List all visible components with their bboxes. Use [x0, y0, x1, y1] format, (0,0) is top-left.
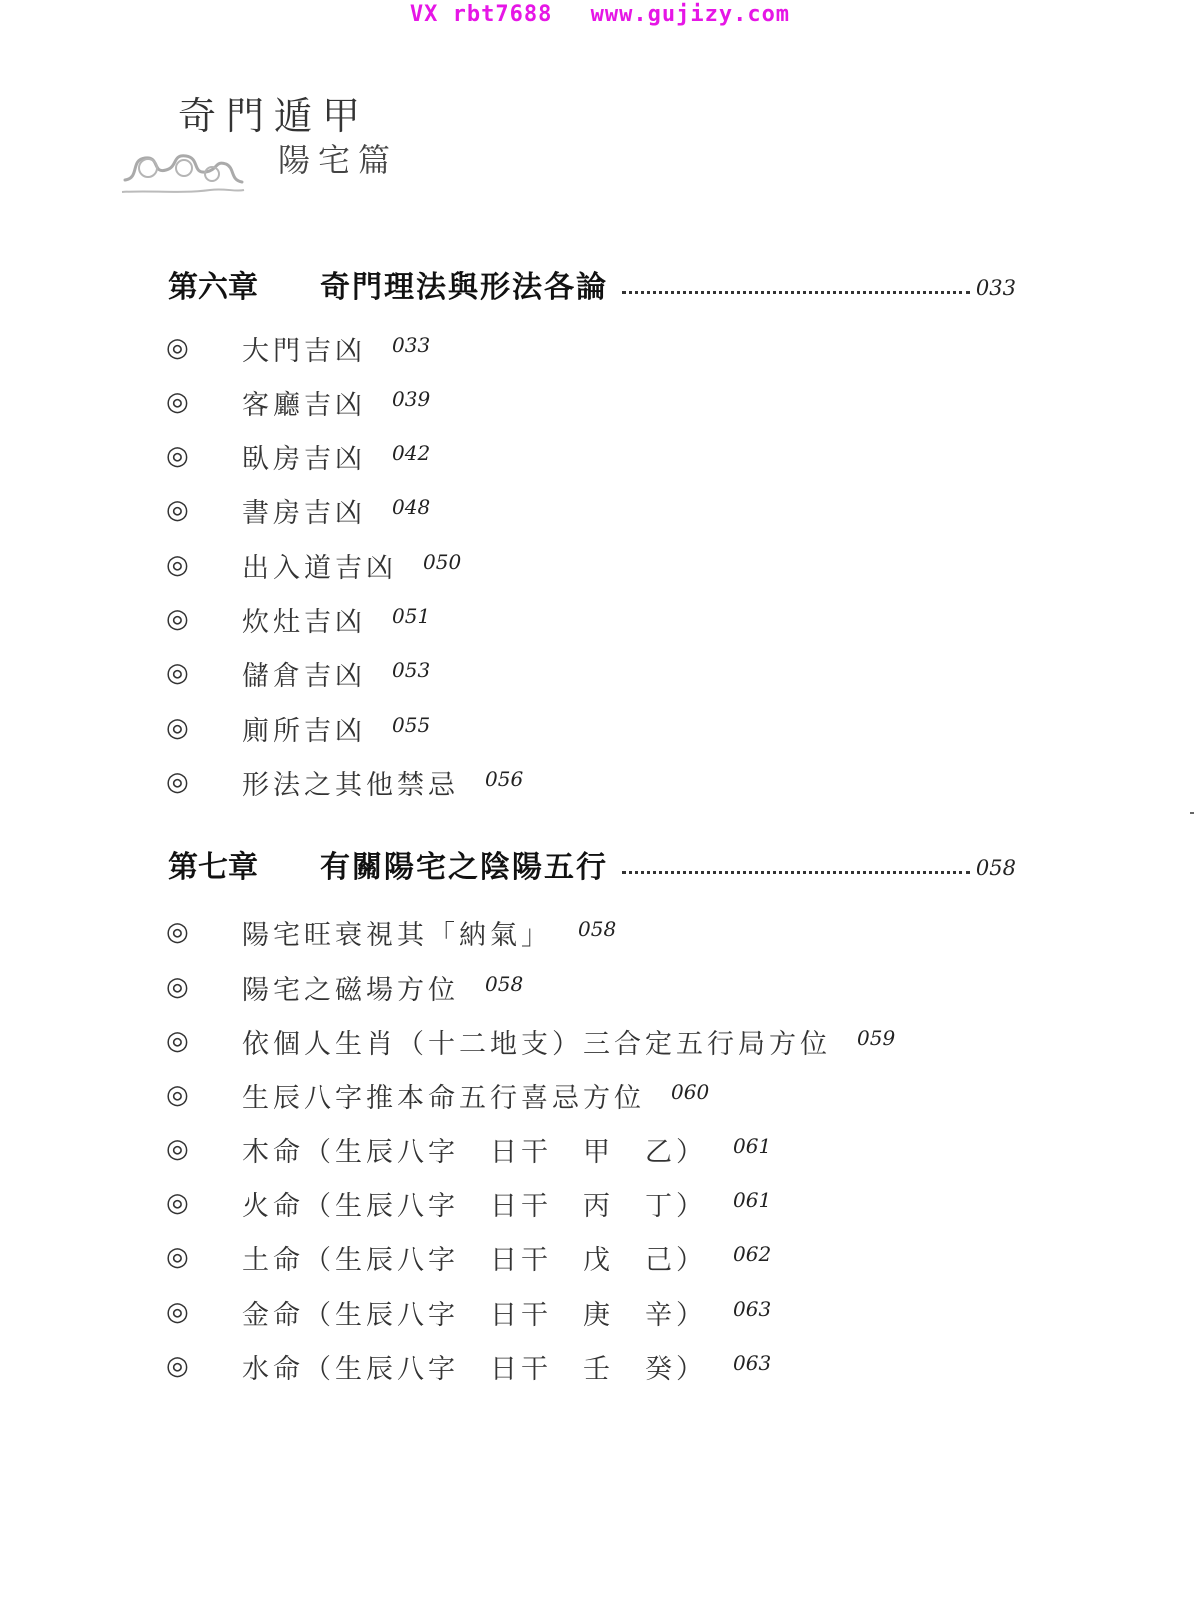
book-title: 奇門遁甲 — [178, 94, 371, 138]
double-circle-bullet-icon: ◎ — [166, 917, 189, 947]
chapter-number: 第七章 — [168, 850, 258, 885]
double-circle-bullet-icon: ◎ — [166, 1351, 189, 1381]
chapter-heading — [168, 842, 1016, 886]
toc-entry-page: 039 — [392, 387, 431, 411]
watermark-contact: VX rbt7688 — [409, 2, 553, 27]
toc-entry-page: 053 — [392, 658, 431, 682]
double-circle-bullet-icon: ◎ — [166, 1188, 189, 1218]
toc-entry-label: 大門吉凶 — [242, 335, 366, 367]
toc-entry-page: 048 — [392, 495, 431, 519]
toc-entry-page: 055 — [392, 713, 431, 737]
toc-entry-label: 金命（生辰八字 日干 庚 辛） — [242, 1299, 707, 1331]
toc-entry-label: 火命（生辰八字 日干 丙 丁） — [242, 1190, 707, 1222]
chapter-title: 有關陽宅之陰陽五行 — [320, 850, 608, 885]
toc-entry — [166, 760, 523, 804]
book-subtitle: 陽宅篇 — [278, 141, 399, 179]
toc-entry — [166, 1181, 771, 1225]
toc-entry — [166, 965, 523, 1009]
toc-entry-label: 依個人生肖（十二地支）三合定五行局方位 — [242, 1028, 831, 1060]
toc-entry-label: 木命（生辰八字 日干 甲 乙） — [242, 1136, 707, 1168]
dot-leader — [622, 291, 970, 294]
toc-entry — [166, 651, 430, 695]
toc-entry — [166, 597, 430, 641]
double-circle-bullet-icon: ◎ — [166, 1080, 189, 1110]
toc-entry — [166, 1290, 771, 1334]
toc-entry-label: 臥房吉凶 — [242, 443, 366, 475]
double-circle-bullet-icon: ◎ — [166, 1242, 189, 1272]
toc-entry-page: 033 — [392, 333, 431, 357]
dot-leader — [622, 871, 970, 874]
toc-entry-page: 056 — [485, 767, 524, 791]
double-circle-bullet-icon: ◎ — [166, 1297, 189, 1327]
double-circle-bullet-icon: ◎ — [166, 550, 189, 580]
toc-entry-page: 058 — [578, 917, 617, 941]
watermark-url: www.gujizy.com — [590, 2, 791, 27]
chapter-heading — [168, 262, 1016, 306]
toc-entry-label: 出入道吉凶 — [242, 552, 397, 584]
toc-entry — [166, 910, 616, 954]
toc-entry-label: 水命（生辰八字 日干 壬 癸） — [242, 1353, 707, 1385]
toc-entry-page: 063 — [733, 1351, 772, 1375]
double-circle-bullet-icon: ◎ — [166, 1026, 189, 1056]
toc-entry-page: 062 — [733, 1242, 772, 1266]
toc-entry-label: 陽宅旺衰視其「納氣」 — [242, 919, 552, 951]
toc-entry — [166, 434, 430, 478]
double-circle-bullet-icon: ◎ — [166, 604, 189, 634]
double-circle-bullet-icon: ◎ — [166, 713, 189, 743]
toc-entry — [166, 488, 430, 532]
toc-entry-page: 051 — [392, 604, 431, 628]
toc-entry-label: 生辰八字推本命五行喜忌方位 — [242, 1082, 645, 1114]
double-circle-bullet-icon: ◎ — [166, 333, 189, 363]
page-edge-mark — [1190, 812, 1194, 814]
toc-entry-page: 063 — [733, 1297, 772, 1321]
toc-entry-page: 059 — [857, 1026, 896, 1050]
toc-entry-label: 儲倉吉凶 — [242, 660, 366, 692]
watermark — [0, 2, 1200, 27]
chapter-page-number: 058 — [975, 856, 1016, 880]
toc-entry-page: 042 — [392, 441, 431, 465]
toc-entry-label: 書房吉凶 — [242, 497, 366, 529]
chapter-number: 第六章 — [168, 270, 258, 305]
double-circle-bullet-icon: ◎ — [166, 495, 189, 525]
chapter-page-number: 033 — [975, 276, 1016, 300]
toc-entry-page: 061 — [733, 1134, 772, 1158]
toc-entry-label: 土命（生辰八字 日干 戊 己） — [242, 1244, 707, 1276]
double-circle-bullet-icon: ◎ — [166, 1134, 189, 1164]
toc-entry — [166, 543, 461, 587]
toc-entry — [166, 1019, 895, 1063]
toc-entry — [166, 380, 430, 424]
toc-entry-page: 058 — [485, 972, 524, 996]
toc-entry-label: 陽宅之磁場方位 — [242, 974, 459, 1006]
book-header-logo — [120, 85, 400, 205]
double-circle-bullet-icon: ◎ — [166, 972, 189, 1002]
cloud-ornament-icon — [120, 140, 245, 200]
toc-entry — [166, 706, 430, 750]
toc-entry — [166, 1344, 771, 1388]
double-circle-bullet-icon: ◎ — [166, 767, 189, 797]
double-circle-bullet-icon: ◎ — [166, 658, 189, 688]
toc-entry-label: 廁所吉凶 — [242, 715, 366, 747]
toc-entry-label: 炊灶吉凶 — [242, 606, 366, 638]
toc-entry-page: 050 — [423, 550, 462, 574]
chapter-title: 奇門理法與形法各論 — [320, 270, 608, 305]
toc-entry — [166, 1127, 771, 1171]
double-circle-bullet-icon: ◎ — [166, 441, 189, 471]
toc-entry — [166, 1073, 709, 1117]
toc-entry-page: 061 — [733, 1188, 772, 1212]
toc-entry-page: 060 — [671, 1080, 710, 1104]
toc-entry-label: 形法之其他禁忌 — [242, 769, 459, 801]
double-circle-bullet-icon: ◎ — [166, 387, 189, 417]
toc-entry — [166, 326, 430, 370]
toc-entry-label: 客廳吉凶 — [242, 389, 366, 421]
toc-entry — [166, 1235, 771, 1279]
